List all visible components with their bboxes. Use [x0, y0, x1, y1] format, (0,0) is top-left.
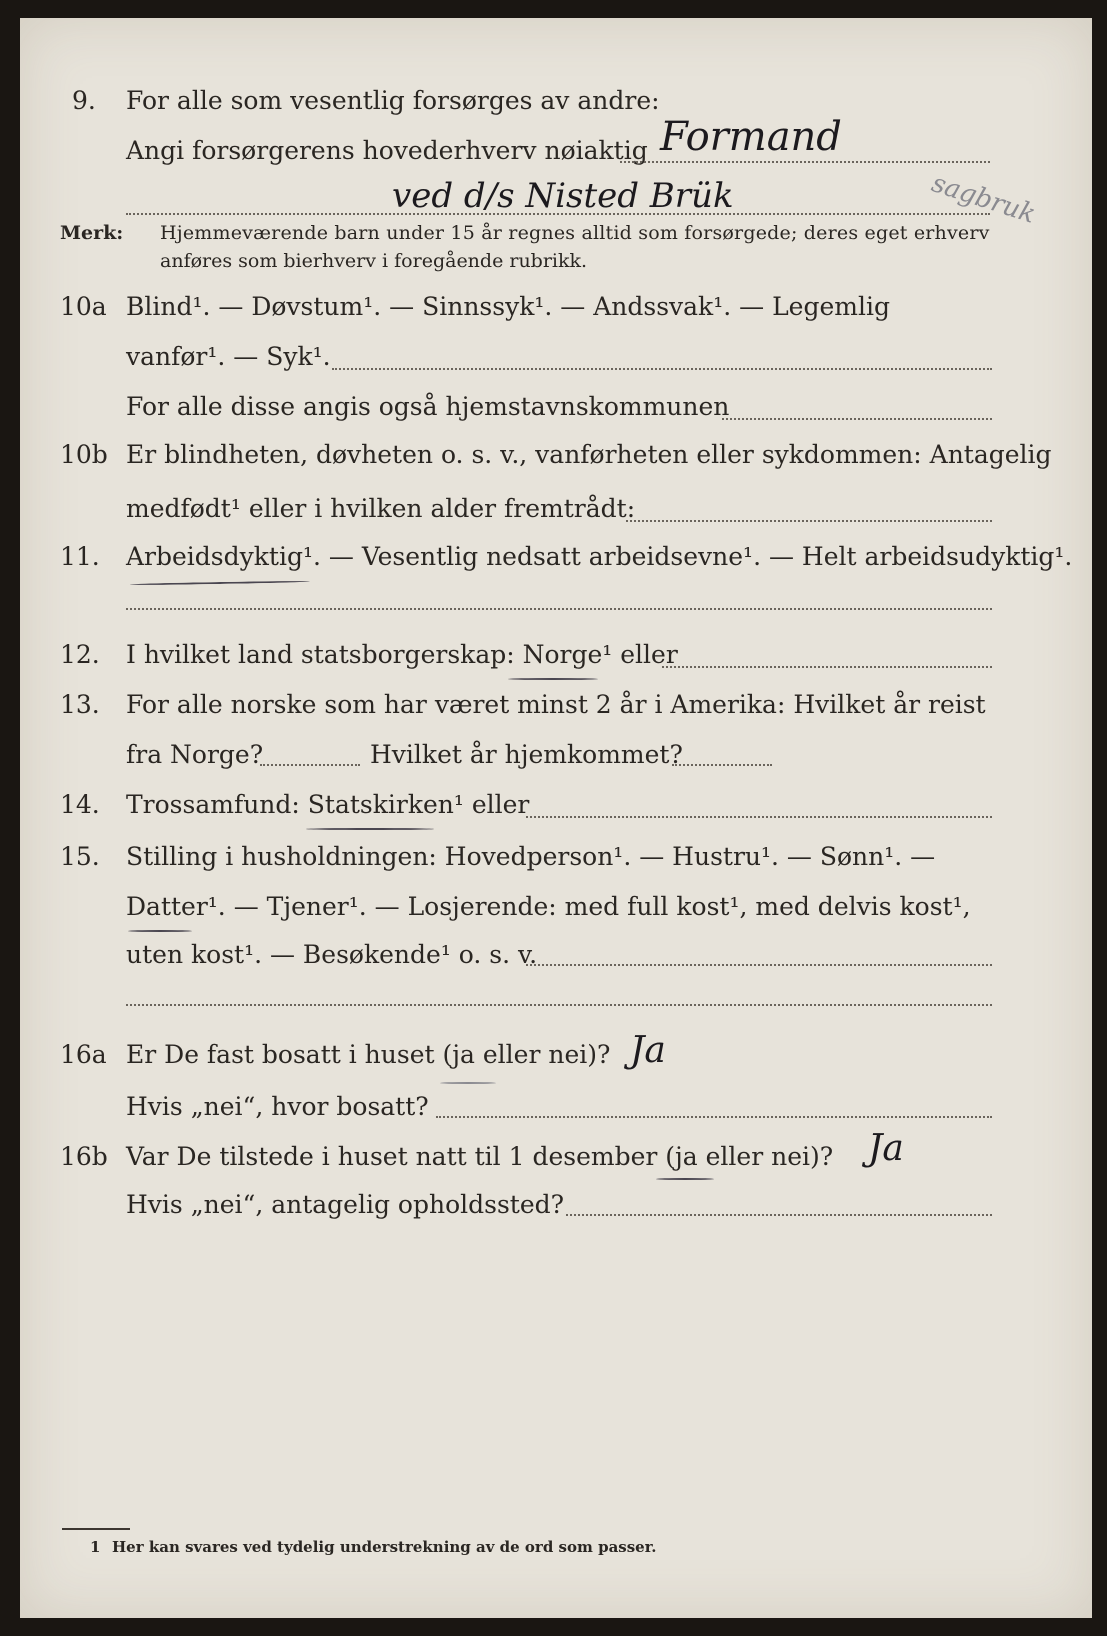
underline-statskirken	[306, 828, 434, 830]
question-14-line-1: Trossamfund: Statskirken¹ eller	[126, 790, 530, 819]
question-9-line-1: For alle som vesentlig forsørges av andre:	[126, 86, 660, 115]
question-15-line-3: uten kost¹. — Besøkende¹ o. s. v.	[126, 940, 538, 969]
question-number-11: 11.	[60, 542, 100, 571]
answer-line-15b	[126, 1004, 992, 1006]
footnote-rule	[62, 1528, 130, 1530]
question-16a-line-1: Er De fast bosatt i huset (ja eller nei)?	[126, 1040, 611, 1069]
underline-norge	[508, 678, 598, 680]
handwritten-answer-9: Formand	[660, 114, 842, 160]
question-number-10b: 10b	[60, 440, 108, 469]
question-number-16a: 16a	[60, 1040, 107, 1069]
question-15-line-1: Stilling i husholdningen: Hovedperson¹. — Hustru¹. — Sønn¹. —	[126, 842, 936, 871]
pencil-mark-nei	[440, 1082, 496, 1084]
question-16b-line-1: Var De tilstede i huset natt til 1 desember (ja eller nei)?	[126, 1142, 834, 1171]
question-12-line-1: I hvilket land statsborgerskap: Norge¹ eller	[126, 640, 678, 669]
question-number-10a: 10a	[60, 292, 107, 321]
question-16b-line-2: Hvis „nei“, antagelig opholdssted?	[126, 1190, 565, 1219]
question-10b-line-2: medfødt¹ eller i hvilken alder fremtrådt:	[126, 494, 636, 523]
question-10a-line-1: Blind¹. — Døvstum¹. — Sinnssyk¹. — Andssvak¹. — Legemlig	[126, 292, 890, 321]
question-13-line-2a: fra Norge?	[126, 740, 264, 769]
question-10b-line-1: Er blindheten, døvheten o. s. v., vanførheten eller sykdommen: Antagelig	[126, 440, 1052, 469]
handwritten-answer-9-line-2: ved d/s Nisted Brük	[392, 176, 734, 216]
note-label: Merk:	[60, 222, 124, 244]
question-10a-line-2: vanfør¹. — Syk¹.	[126, 342, 331, 371]
note-line-1: Hjemmeværende barn under 15 år regnes alltid som forsørgede; deres eget erhverv	[160, 222, 990, 244]
answer-line-12	[662, 666, 992, 668]
answer-line-15	[526, 964, 992, 966]
question-number-12: 12.	[60, 640, 100, 669]
answer-line-9a	[620, 161, 990, 163]
question-number-16b: 16b	[60, 1142, 108, 1171]
question-11-line-1: Arbeidsdyktig¹. — Vesentlig nedsatt arbeidsevne¹. — Helt arbeidsudyktig¹.	[126, 542, 1073, 571]
answer-line-10b	[626, 520, 992, 522]
question-number-9: 9.	[72, 86, 96, 115]
handwritten-answer-16b: Ja	[868, 1128, 904, 1169]
question-9-line-2: Angi forsørgerens hovederhverv nøiaktig	[126, 136, 648, 165]
underline-ja	[656, 1178, 714, 1180]
question-16a-line-2: Hvis „nei“, hvor bosatt?	[126, 1092, 429, 1121]
question-13-line-2b: Hvilket år hjemkommet?	[370, 740, 683, 769]
question-13-line-1: For alle norske som har været minst 2 år i Amerika: Hvilket år reist	[126, 690, 986, 719]
footnote-text: Her kan svares ved tydelig understrekning av de ord som passer.	[112, 1538, 657, 1556]
question-10a-line-3: For alle disse angis også hjemstavnskommunen	[126, 392, 730, 421]
answer-line-13-reist	[260, 764, 360, 766]
note-line-2: anføres som bierhverv i foregående rubrikk.	[160, 250, 588, 272]
footnote-marker: 1	[90, 1538, 101, 1556]
answer-line-13-hjem	[672, 764, 772, 766]
handwritten-answer-16a: Ja	[630, 1030, 666, 1071]
answer-line-16a	[436, 1116, 992, 1118]
answer-line-11	[126, 608, 992, 610]
answer-line-10a	[332, 368, 992, 370]
pencil-annotation: sagbruk	[927, 168, 1040, 230]
answer-line-10a-home	[722, 418, 992, 420]
question-15-line-2: Datter¹. — Tjener¹. — Losjerende: med full kost¹, med delvis kost¹,	[126, 892, 971, 921]
underline-datter	[128, 930, 192, 932]
question-number-15: 15.	[60, 842, 100, 871]
underline-arbeidsdyktig	[130, 580, 310, 585]
answer-line-16b	[566, 1214, 992, 1216]
question-number-13: 13.	[60, 690, 100, 719]
question-number-14: 14.	[60, 790, 100, 819]
census-form-page	[20, 18, 1092, 1618]
answer-line-14	[526, 816, 992, 818]
